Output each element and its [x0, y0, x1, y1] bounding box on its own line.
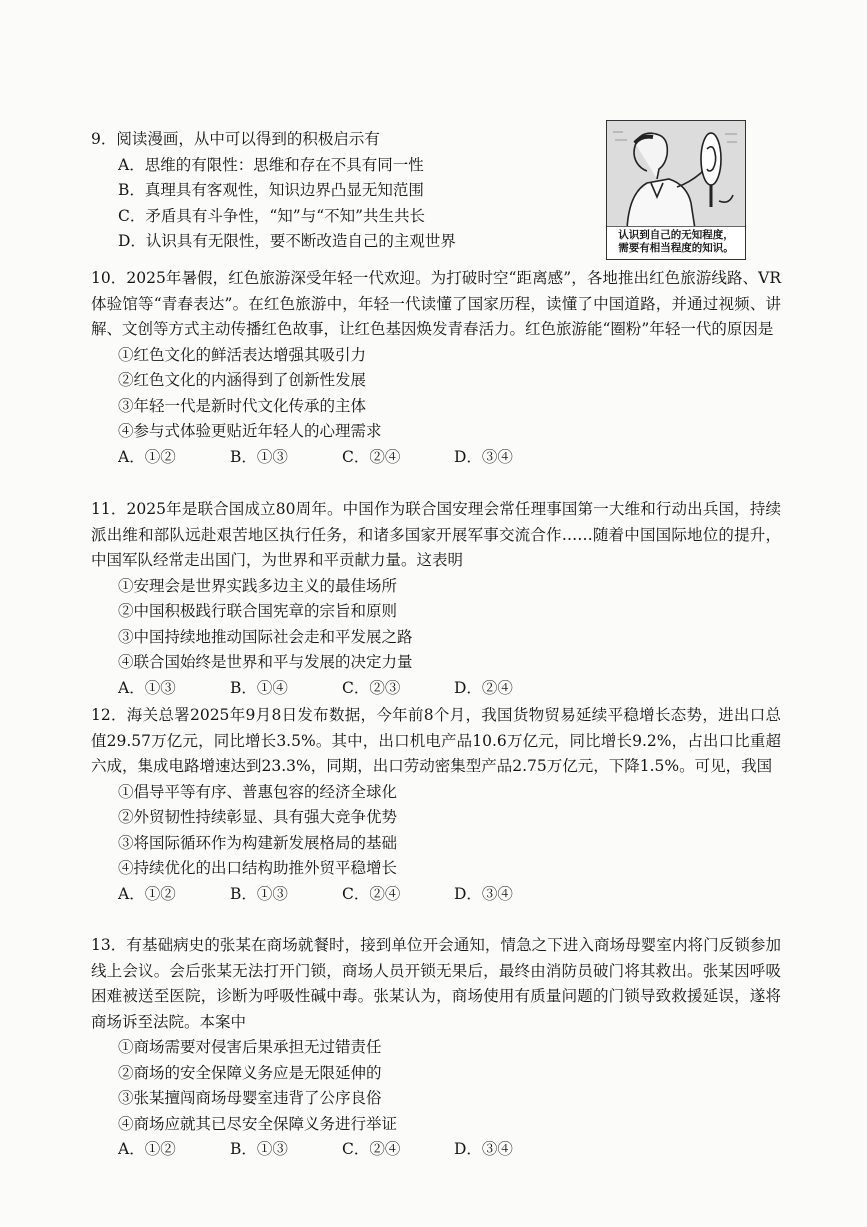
- question-11: [91, 497, 781, 701]
- question-13: [91, 933, 781, 1163]
- choice-b: B．①④: [230, 678, 288, 697]
- item-4: ④持续优化的出口结构助推外贸平稳增长: [118, 859, 398, 877]
- question-10-items: [118, 343, 781, 445]
- question-10-stem: 10．2025年暑假，红色旅游深受年轻一代欢迎。为打破时空“距离感”，各地推出红色旅游线路、VR体验馆等“青春表达”。在红色旅游中，年轻一代读懂了国家历程，读懂了中国道路，并通过视频、讲解、文创等方式主动传播红色故事，让红色基因焕发青春活力。红色旅游能“圈粉”年轻一代的原因是: [91, 269, 781, 338]
- item-3: ③张某擅闯商场母婴室违背了公序良俗: [118, 1089, 382, 1107]
- question-13-stem: 13．有基础病史的张某在商场就餐时，接到单位开会通知，情急之下进入商场母婴室内将门反锁参加线上会议。会后张某无法打开门锁，商场人员开锁无果后，最终由消防员破门将其救出。张某因呼吸困难被送至医院，诊断为呼吸性碱中毒。张某认为，商场使用有质量问题的门锁导致救援延误，遂将商场诉至法院。本案中: [91, 936, 781, 1031]
- choice-b: B．①③: [230, 884, 288, 903]
- question-12-stem: 12．海关总署2025年9月8日发布数据，今年前8个月，我国货物贸易延续平稳增长态势，进出口总值29.57万亿元，同比增长3.5%。其中，出口机电产品10.6万亿元，同比增长9.2%，占出口比重超六成，集成电路增速达到23.3%，同期，出口劳动密集型产品2.75万亿元，下降1.5%。可见，我国: [91, 706, 781, 775]
- choice-d: D．③④: [454, 884, 513, 903]
- question-10-choices: [118, 445, 781, 471]
- item-3: ③中国持续地推动国际社会走和平发展之路: [118, 627, 413, 646]
- item-2: ②外贸韧性持续彰显、具有强大竞争优势: [118, 808, 398, 826]
- choice-c: C．②④: [342, 1140, 401, 1158]
- item-4: ④商场应就其已尽安全保障义务进行举证: [118, 1114, 398, 1133]
- cartoon-caption: [607, 226, 745, 259]
- item-3: ③年轻一代是新时代文化传承的主体: [118, 396, 367, 415]
- question-11-choices: [118, 676, 781, 702]
- choice-c: C．②③: [342, 678, 401, 697]
- item-1: ①安理会是世界实践多边主义的最佳场所: [118, 576, 398, 595]
- choice-a: A．①②: [118, 1140, 176, 1158]
- choice-a: A．①③: [118, 678, 176, 697]
- item-1: ①倡导平等有序、普惠包容的经济全球化: [118, 782, 398, 801]
- item-3: ③将国际循环作为构建新发展格局的基础: [118, 833, 398, 852]
- option-c: C．矛盾具有斗争性，“知”与“不知”共生共长: [118, 206, 426, 225]
- cartoon-caption-line-2: 需要有相当程度的知识。: [618, 242, 734, 254]
- question-11-stem: 11．2025年是联合国成立80周年。中国作为联合国安理会常任理事国第一大维和行动出兵国，持续派出维和部队远赴艰苦地区执行任务，和诸多国家开展军事交流合作……随着中国国际地位的提升，中国军队经常走出国门，为世界和平贡献力量。这表明: [91, 500, 781, 569]
- choice-b: B．①③: [230, 447, 288, 466]
- item-1: ①红色文化的鲜活表达增强其吸引力: [118, 345, 367, 364]
- cartoon-drawing: [607, 121, 745, 229]
- cartoon-caption-line-1: 认识到自己的无知程度，: [618, 229, 734, 241]
- choice-c: C．②④: [342, 447, 401, 466]
- question-12-items: [118, 780, 781, 882]
- choice-d: D．②④: [454, 678, 513, 697]
- question-9-stem: 9．阅读漫画，从中可以得到的积极启示有: [91, 130, 380, 148]
- option-a: A．思维的有限性：思维和存在不具有同一性: [118, 155, 424, 174]
- choice-d: D．③④: [454, 447, 513, 466]
- option-d: D．认识具有无限性，要不断改造自己的主观世界: [118, 232, 456, 250]
- choice-a: A．①②: [118, 447, 176, 466]
- cartoon-image: [606, 120, 746, 260]
- choice-b: B．①③: [230, 1140, 288, 1158]
- item-4: ④联合国始终是世界和平与发展的决定力量: [118, 653, 413, 671]
- item-2: ②红色文化的内涵得到了创新性发展: [118, 371, 367, 389]
- item-2: ②商场的安全保障义务应是无限延伸的: [118, 1063, 382, 1082]
- option-b: B．真理具有客观性，知识边界凸显无知范围: [118, 181, 424, 199]
- question-10: [91, 266, 781, 470]
- choice-a: A．①②: [118, 884, 176, 903]
- question-13-items: [118, 1035, 781, 1137]
- choice-c: C．②④: [342, 884, 401, 903]
- item-4: ④参与式体验更贴近年轻人的心理需求: [118, 422, 382, 440]
- question-11-items: [118, 574, 781, 676]
- question-12-choices: [118, 882, 781, 908]
- choice-d: D．③④: [454, 1140, 513, 1158]
- item-1: ①商场需要对侵害后果承担无过错责任: [118, 1038, 382, 1056]
- question-13-choices: [118, 1137, 781, 1163]
- item-2: ②中国积极践行联合国宪章的宗旨和原则: [118, 602, 398, 620]
- question-12: [91, 703, 781, 907]
